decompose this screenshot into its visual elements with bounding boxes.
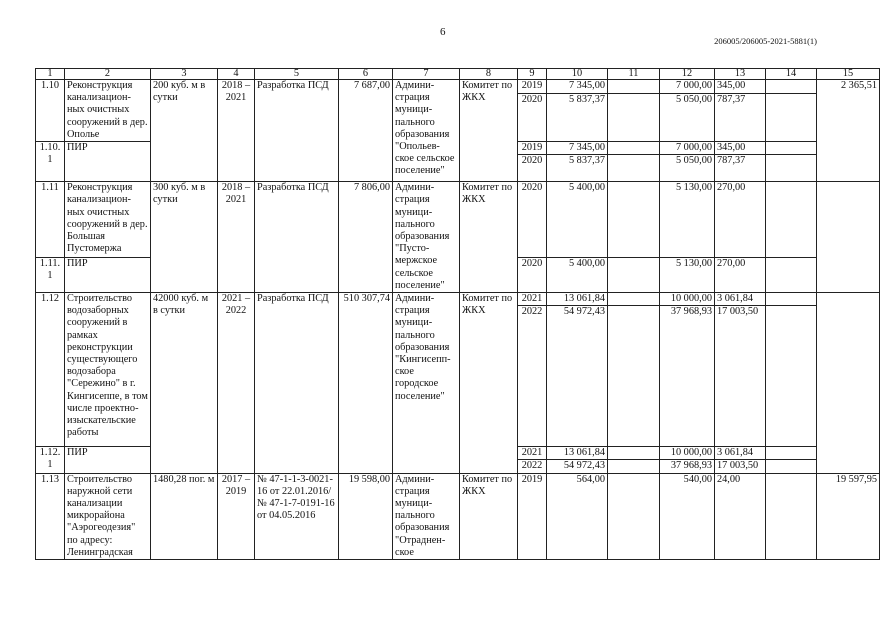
table-row — [36, 182, 880, 257]
year-cell: 2020 — [518, 94, 547, 142]
col13-cell: 24,00 — [715, 473, 766, 559]
col14-cell — [766, 80, 817, 94]
col11-cell — [608, 155, 660, 182]
col14-cell — [766, 460, 817, 473]
column-header: 1 — [36, 69, 65, 80]
design-document: Разработка ПСД — [255, 293, 339, 474]
total-cell: 5 400,00 — [547, 257, 608, 293]
page-number: 6 — [440, 26, 446, 38]
col13-cell: 17 003,50 — [715, 306, 766, 447]
design-document: Разработка ПСД — [255, 182, 339, 293]
year-cell: 2021 — [518, 447, 547, 460]
object-name: ПИР — [65, 447, 151, 473]
column-header: 3 — [151, 69, 218, 80]
total-cell: 5 400,00 — [547, 182, 608, 257]
object-cost: 7 806,00 — [339, 182, 393, 293]
object-name: ПИР — [65, 142, 151, 182]
col11-cell — [608, 306, 660, 447]
column-header: 4 — [218, 69, 255, 80]
col13-cell: 3 061,84 — [715, 447, 766, 460]
implementation-period: 2018 – 2021 — [218, 182, 255, 293]
total-cell: 13 061,84 — [547, 447, 608, 460]
year-cell: 2019 — [518, 473, 547, 559]
column-header: 6 — [339, 69, 393, 80]
col13-cell: 345,00 — [715, 80, 766, 94]
column-header: 11 — [608, 69, 660, 80]
col14-cell — [766, 182, 817, 257]
object-capacity: 1480,28 пог. м — [151, 473, 218, 559]
col11-cell — [608, 80, 660, 94]
entry-number: 1.10 — [36, 80, 65, 142]
col12-cell: 5 050,00 — [660, 94, 715, 142]
year-cell: 2020 — [518, 257, 547, 293]
object-capacity: 200 куб. м в сутки — [151, 80, 218, 182]
col13-cell: 787,37 — [715, 155, 766, 182]
object-name: ПИР — [65, 257, 151, 293]
implementation-period: 2017 – 2019 — [218, 473, 255, 559]
column-header: 12 — [660, 69, 715, 80]
col15-cell — [817, 182, 880, 293]
entry-number: 1.11 — [36, 182, 65, 257]
year-cell: 2022 — [518, 306, 547, 447]
header-row — [36, 69, 880, 80]
col12-cell: 7 000,00 — [660, 142, 715, 155]
design-document: № 47-1-1-3-0021-16 от 22.01.2016/ № 47-1-7-0191-16 от 04.05.2016 — [255, 473, 339, 559]
col12-cell: 5 130,00 — [660, 257, 715, 293]
col11-cell — [608, 257, 660, 293]
object-name: Строительство водозаборных сооружений в рамках реконструкции существующего водозабора "Сережино" в г. Кингисеппе, в том числе проектно-изыскательские работы — [65, 293, 151, 447]
col14-cell — [766, 306, 817, 447]
col14-cell — [766, 155, 817, 182]
col14-cell — [766, 257, 817, 293]
col15-cell: 19 597,95 — [817, 473, 880, 559]
entry-number: 1.11.1 — [36, 257, 65, 293]
col13-cell: 3 061,84 — [715, 293, 766, 306]
object-capacity: 42000 куб. м в сутки — [151, 293, 218, 474]
col14-cell — [766, 473, 817, 559]
executor: Комитет по ЖКХ — [460, 293, 518, 474]
entry-number: 1.10.1 — [36, 142, 65, 182]
total-cell: 5 837,37 — [547, 155, 608, 182]
col12-cell: 37 968,93 — [660, 306, 715, 447]
total-cell: 7 345,00 — [547, 142, 608, 155]
design-document: Разработка ПСД — [255, 80, 339, 182]
entry-number: 1.13 — [36, 473, 65, 559]
table-row — [36, 80, 880, 94]
implementation-period: 2021 – 2022 — [218, 293, 255, 474]
customer: Админи-страция муници-пального образования "Кингисепп-ское городское поселение" — [393, 293, 460, 474]
col12-cell: 7 000,00 — [660, 80, 715, 94]
table-row — [36, 293, 880, 306]
table-row — [36, 473, 880, 559]
col11-cell — [608, 94, 660, 142]
col13-cell: 17 003,50 — [715, 460, 766, 473]
column-header: 13 — [715, 69, 766, 80]
total-cell: 7 345,00 — [547, 80, 608, 94]
col11-cell — [608, 182, 660, 257]
object-cost: 510 307,74 — [339, 293, 393, 474]
object-name: Реконструкция канализацион-ных очистных сооружений в дер. Большая Пустомержа — [65, 182, 151, 257]
customer: Админи-страция муници-пального образования "Опольев-ское сельское поселение" — [393, 80, 460, 182]
col12-cell: 540,00 — [660, 473, 715, 559]
col12-cell: 10 000,00 — [660, 447, 715, 460]
object-name: Строительство наружной сети канализации микрорайона "Аэрогеодезия" по адресу: Ленинградская — [65, 473, 151, 559]
column-header: 15 — [817, 69, 880, 80]
document-id: 206005/206005-2021-5881(1) — [714, 36, 817, 46]
entry-number: 1.12 — [36, 293, 65, 447]
col14-cell — [766, 142, 817, 155]
col13-cell: 270,00 — [715, 182, 766, 257]
col12-cell: 5 130,00 — [660, 182, 715, 257]
implementation-period: 2018 – 2021 — [218, 80, 255, 182]
col11-cell — [608, 293, 660, 306]
col12-cell: 10 000,00 — [660, 293, 715, 306]
column-header: 10 — [547, 69, 608, 80]
year-cell: 2021 — [518, 293, 547, 306]
total-cell: 54 972,43 — [547, 306, 608, 447]
year-cell: 2020 — [518, 182, 547, 257]
year-cell: 2020 — [518, 155, 547, 182]
col14-cell — [766, 293, 817, 306]
executor: Комитет по ЖКХ — [460, 182, 518, 293]
col11-cell — [608, 142, 660, 155]
col11-cell — [608, 460, 660, 473]
column-header: 8 — [460, 69, 518, 80]
col14-cell — [766, 447, 817, 460]
col14-cell — [766, 94, 817, 142]
col11-cell — [608, 447, 660, 460]
total-cell: 13 061,84 — [547, 293, 608, 306]
column-header: 5 — [255, 69, 339, 80]
object-capacity: 300 куб. м в сутки — [151, 182, 218, 293]
col15-cell — [817, 293, 880, 474]
executor: Комитет по ЖКХ — [460, 80, 518, 182]
col15-cell: 2 365,51 — [817, 80, 880, 182]
col12-cell: 5 050,00 — [660, 155, 715, 182]
total-cell: 564,00 — [547, 473, 608, 559]
column-header: 2 — [65, 69, 151, 80]
year-cell: 2019 — [518, 142, 547, 155]
object-cost: 19 598,00 — [339, 473, 393, 559]
col13-cell: 270,00 — [715, 257, 766, 293]
total-cell: 5 837,37 — [547, 94, 608, 142]
col13-cell: 345,00 — [715, 142, 766, 155]
customer: Админи-страция муници-пального образования "Отраднен-ское — [393, 473, 460, 559]
customer: Админи-страция муници-пального образования "Пусто-мержское сельское поселение" — [393, 182, 460, 293]
entry-number: 1.12.1 — [36, 447, 65, 473]
investment-program-table — [35, 68, 880, 560]
column-header: 9 — [518, 69, 547, 80]
total-cell: 54 972,43 — [547, 460, 608, 473]
year-cell: 2022 — [518, 460, 547, 473]
col13-cell: 787,37 — [715, 94, 766, 142]
year-cell: 2019 — [518, 80, 547, 94]
object-cost: 7 687,00 — [339, 80, 393, 182]
col12-cell: 37 968,93 — [660, 460, 715, 473]
col11-cell — [608, 473, 660, 559]
executor: Комитет по ЖКХ — [460, 473, 518, 559]
column-header: 14 — [766, 69, 817, 80]
object-name: Реконструкция канализацион-ных очистных сооружений в дер. Ополье — [65, 80, 151, 142]
column-header: 7 — [393, 69, 460, 80]
